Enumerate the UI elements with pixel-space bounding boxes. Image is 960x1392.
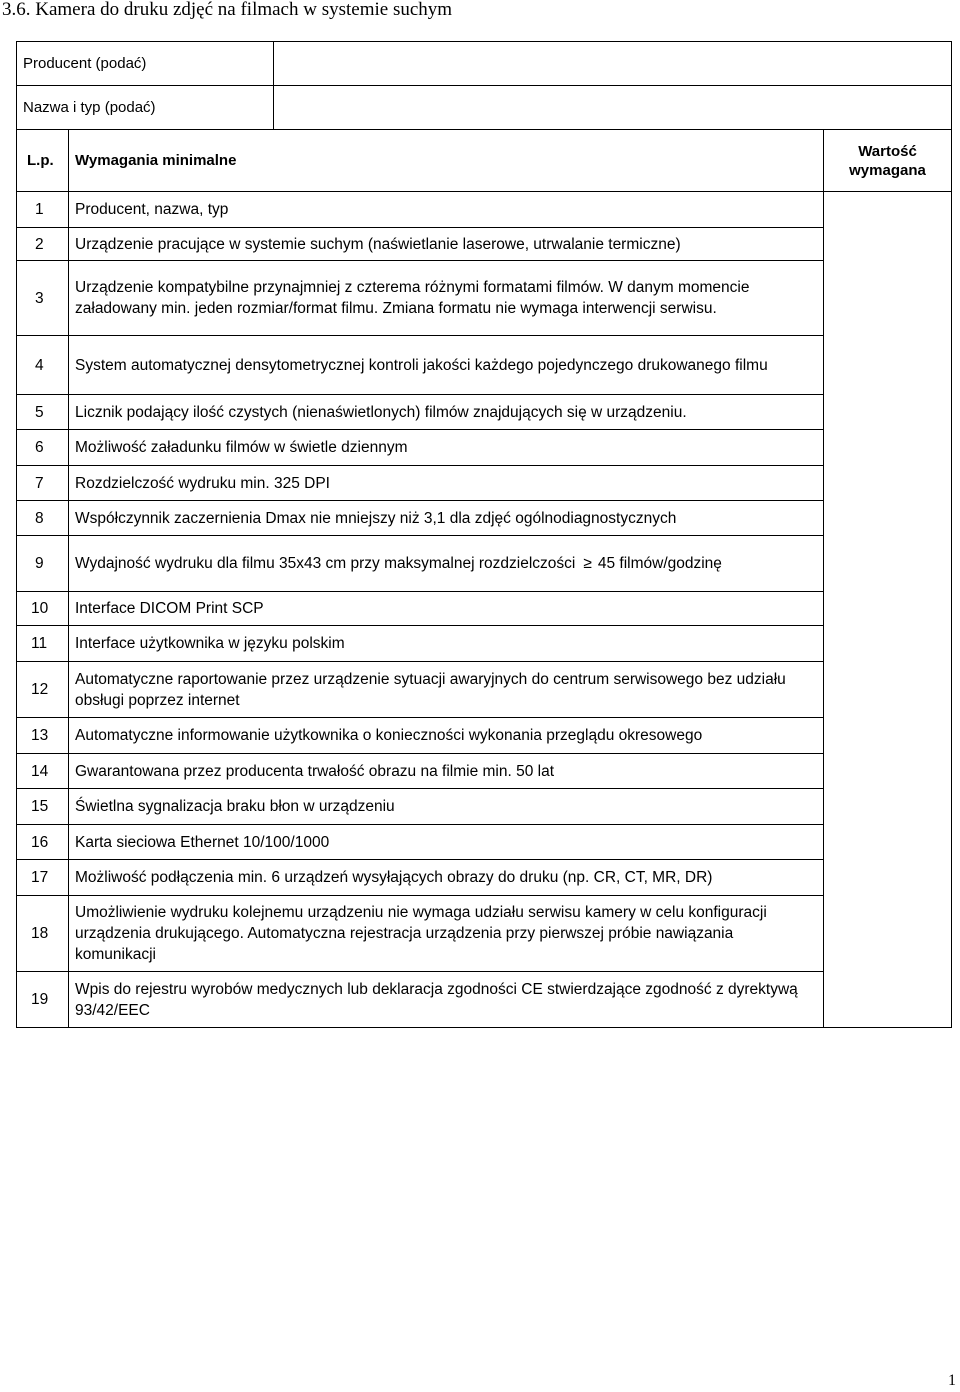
table-row — [17, 395, 952, 430]
table-row — [17, 626, 952, 662]
table-row — [17, 536, 952, 592]
row-requirement: Gwarantowana przez producenta trwałość obrazu na filmie min. 50 lat — [69, 754, 824, 789]
row-number: 15 — [17, 789, 69, 825]
table-header-row — [17, 130, 952, 192]
table-row — [17, 972, 952, 1028]
table-row — [17, 896, 952, 972]
table-row — [17, 501, 952, 536]
table-row — [17, 825, 952, 860]
header-lp: L.p. — [17, 130, 69, 192]
row-requirement: Karta sieciowa Ethernet 10/100/1000 — [69, 825, 824, 860]
row-requirement: Urządzenie kompatybilne przynajmniej z czterema różnymi formatami filmów. W danym momencie załadowany min. jeden rozmiar/format filmu. Zmiana formatu nie wymaga interwencji serwisu. — [69, 261, 824, 336]
row-number: 3 — [17, 261, 69, 336]
table-row — [17, 860, 952, 896]
row-number: 19 — [17, 972, 69, 1028]
row-number: 7 — [17, 466, 69, 501]
producer-value-cell[interactable] — [274, 42, 952, 86]
row-number: 17 — [17, 860, 69, 896]
table-row — [17, 192, 952, 228]
producer-label: Producent (podać) — [17, 42, 274, 86]
row-requirement: Automatyczne raportowanie przez urządzenie sytuacji awaryjnych do centrum serwisowego bez udziału obsługi poprzez internet — [69, 662, 824, 718]
row-number: 11 — [17, 626, 69, 662]
row-number: 6 — [17, 430, 69, 466]
table-row — [17, 466, 952, 501]
row-requirement: Interface DICOM Print SCP — [69, 592, 824, 626]
table-row — [17, 228, 952, 261]
name-type-value-cell[interactable] — [274, 86, 952, 130]
table-row — [17, 789, 952, 825]
row-number: 2 — [17, 228, 69, 261]
document-title: 3.6. Kamera do druku zdjęć na filmach w systemie suchym — [2, 0, 453, 20]
row-number: 5 — [17, 395, 69, 430]
row-number: 12 — [17, 662, 69, 718]
row-requirement: Rozdzielczość wydruku min. 325 DPI — [69, 466, 824, 501]
name-type-row — [17, 86, 952, 130]
row-number: 10 — [17, 592, 69, 626]
row-requirement: Urządzenie pracujące w systemie suchym (naświetlanie laserowe, utrwalanie termiczne) — [69, 228, 824, 261]
row-number: 18 — [17, 896, 69, 972]
header-requirements: Wymagania minimalne — [69, 130, 824, 192]
page-number: 1 — [948, 1372, 956, 1389]
header-required-value: Wartość wymagana — [824, 130, 952, 192]
row-requirement: Licznik podający ilość czystych (nienaświetlonych) filmów znajdujących się w urządzeniu. — [69, 395, 824, 430]
row-requirement: Możliwość podłączenia min. 6 urządzeń wysyłających obrazy do druku (np. CR, CT, MR, DR) — [69, 860, 824, 896]
row-requirement-text-after: 45 filmów/godzinę — [597, 555, 722, 572]
row-requirement: Świetlna sygnalizacja braku błon w urządzeniu — [69, 789, 824, 825]
table-row — [17, 754, 952, 789]
row-requirement: Umożliwienie wydruku kolejnemu urządzeniu nie wymaga udziału serwisu kamery w celu konfiguracji urządzenia drukującego. Automatyczna rejestracja urządzenia przy pierwszej próbie nawiązania komunikacji — [69, 896, 824, 972]
row-number: 9 — [17, 536, 69, 592]
row-requirement: System automatycznej densytometrycznej kontroli jakości każdego pojedynczego drukowanego filmu — [69, 336, 824, 395]
row-requirement: Producent, nazwa, typ — [69, 192, 824, 228]
required-value-cell[interactable] — [824, 192, 952, 1028]
row-requirement: Współczynnik zaczernienia Dmax nie mniejszy niż 3,1 dla zdjęć ogólnodiagnostycznych — [69, 501, 824, 536]
row-requirement: Możliwość załadunku filmów w świetle dziennym — [69, 430, 824, 466]
table-row — [17, 261, 952, 336]
requirements-table — [16, 41, 952, 1028]
producer-row — [17, 42, 952, 86]
row-number: 13 — [17, 718, 69, 754]
table-row — [17, 662, 952, 718]
row-number: 8 — [17, 501, 69, 536]
row-number: 4 — [17, 336, 69, 395]
greater-or-equal-symbol: ≥ — [583, 555, 592, 572]
row-requirement — [69, 536, 824, 592]
table-row — [17, 592, 952, 626]
table-row — [17, 718, 952, 754]
row-number: 14 — [17, 754, 69, 789]
table-row — [17, 430, 952, 466]
row-number: 1 — [17, 192, 69, 228]
table-row — [17, 336, 952, 395]
row-requirement: Automatyczne informowanie użytkownika o konieczności wykonania przeglądu okresowego — [69, 718, 824, 754]
row-requirement-text: Wydajność wydruku dla filmu 35x43 cm przy maksymalnej rozdzielczości — [75, 555, 576, 572]
row-requirement: Wpis do rejestru wyrobów medycznych lub deklaracja zgodności CE stwierdzające zgodność z dyrektywą 93/42/EEC — [69, 972, 824, 1028]
row-requirement: Interface użytkownika w języku polskim — [69, 626, 824, 662]
row-number: 16 — [17, 825, 69, 860]
name-type-label: Nazwa i typ (podać) — [17, 86, 274, 130]
